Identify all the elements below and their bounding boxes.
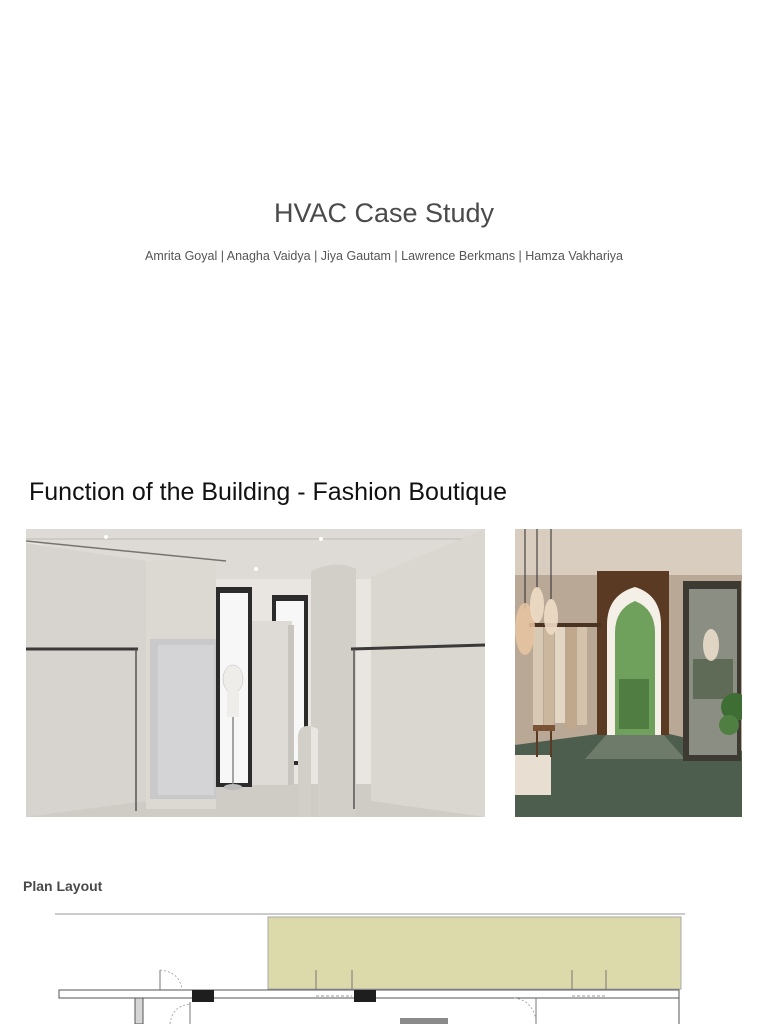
section-heading: Function of the Building - Fashion Boutique xyxy=(29,478,508,506)
boutique-ornate-photo xyxy=(515,529,742,817)
boutique-interior-render xyxy=(26,529,485,817)
slide-title: HVAC Case Study xyxy=(273,198,495,228)
floor-plan-drawing xyxy=(40,908,700,1024)
plan-layout-label: Plan Layout xyxy=(23,878,103,894)
authors-line: Amrita Goyal | Anagha Vaidya | Jiya Gautam | Lawrence Berkmans | Hamza Vakhariya xyxy=(144,249,623,263)
